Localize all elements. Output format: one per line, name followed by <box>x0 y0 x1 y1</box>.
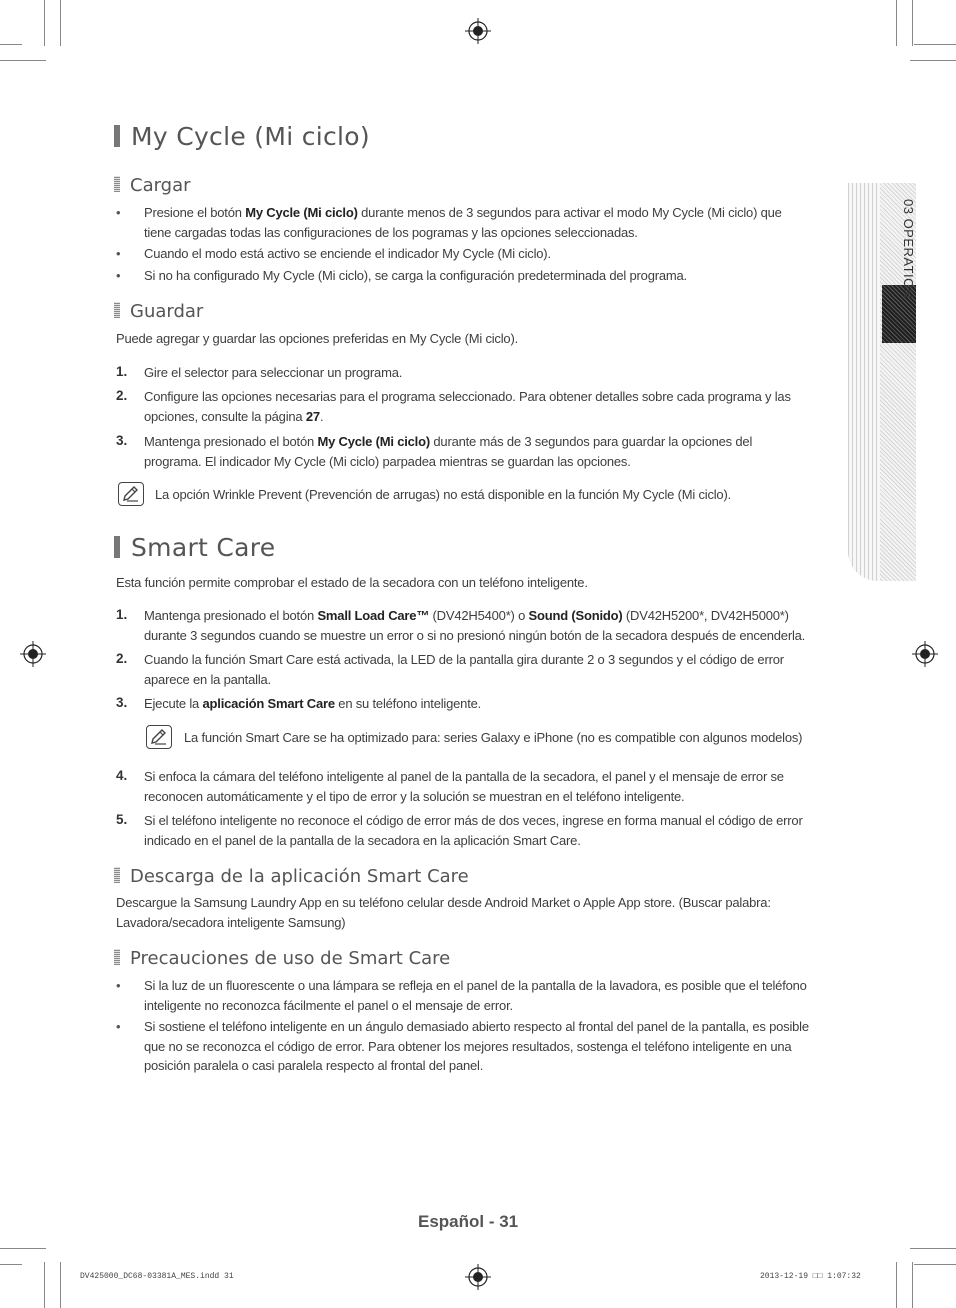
crop-mark <box>910 60 956 61</box>
guardar-step-2: Configure las opciones necesarias para el programa seleccionado. Para obtener detalles sobre cada programa y las opciones, consulte la página 27. <box>144 389 791 424</box>
guardar-step-3: Mantenga presionado el botón My Cycle (Mi ciclo) durante más de 3 segundos para guardar la opciones del programa. El indicador My Cycle (Mi ciclo) parpadea mientras se guardan las opciones. <box>144 434 753 469</box>
step-number: 4. <box>116 768 128 783</box>
registration-target-icon <box>912 641 938 667</box>
step-number: 1. <box>116 364 128 379</box>
crop-mark <box>912 1262 913 1308</box>
registration-target-icon <box>465 18 491 44</box>
crop-mark <box>914 1264 956 1265</box>
smartcare-step-1: Mantenga presionado el botón Small Load Care™ (DV42H5400*) o Sound (Sonido) (DV42H5200*, DV42H5000*) durante 3 segundos cuando se muestre un error o si no presionó ningún botón de la secadora después de encenderla. <box>144 608 806 643</box>
step-number: 3. <box>116 433 128 448</box>
crop-mark <box>60 0 61 46</box>
smartcare-step-5: Si el teléfono inteligente no reconoce el código de error más de dos veces, ingrese en forma manual el código de error indicado en el panel de la pantalla de la secadora en la aplicación Smart Care. <box>144 813 803 848</box>
crop-mark <box>896 1262 897 1308</box>
step-number: 5. <box>116 812 128 827</box>
crop-mark <box>912 0 913 46</box>
crop-mark <box>910 1248 956 1249</box>
subheading-bar <box>114 176 120 192</box>
step-number: 3. <box>116 695 128 710</box>
subheading-bar <box>114 302 120 318</box>
crop-mark <box>0 1248 46 1249</box>
smartcare-note: La función Smart Care se ha optimizado para: series Galaxy e iPhone (no es compatible con algunos modelos) <box>184 730 803 745</box>
section-title-mycycle: My Cycle (Mi ciclo) <box>114 122 370 151</box>
subheading-cargar: Cargar <box>114 175 191 196</box>
side-tab-stripes <box>848 183 880 581</box>
page-number: Español - 31 <box>418 1212 519 1231</box>
side-tab-label: 03 OPERATION <box>901 199 916 299</box>
crop-mark <box>0 1264 22 1265</box>
section-title-smartcare: Smart Care <box>114 533 275 562</box>
smartcare-intro: Esta función permite comprobar el estado de la secadora con un teléfono inteligente. <box>116 575 588 590</box>
crop-mark <box>44 0 45 46</box>
guardar-note: La opción Wrinkle Prevent (Prevención de arrugas) no está disponible en la función My Cycle (Mi ciclo). <box>155 487 731 502</box>
precauciones-bullet-2: Si sostiene el teléfono inteligente en un ángulo demasiado abierto respecto al frontal del panel de la pantalla, es posible que no se reconozca el código de error. Para obtener los mejores resultados, sostenga el teléfono inteligente en una posición paralela o casi paralela respecto al frontal del panel. <box>144 1019 809 1073</box>
cargar-bullet-3: Si no ha configurado My Cycle (Mi ciclo), se carga la configuración predeterminada del programa. <box>144 268 687 283</box>
subheading-descarga: Descarga de la aplicación Smart Care <box>114 866 469 887</box>
bullet-icon: • <box>116 205 121 220</box>
heading-bar <box>114 536 120 558</box>
note-icon <box>146 725 172 749</box>
crop-mark <box>60 1262 61 1308</box>
step-number: 2. <box>116 651 128 666</box>
precauciones-bullet-1: Si la luz de un fluorescente o una lámpara se refleja en el panel de la pantalla de la lavadora, es posible que el teléfono inteligente no reconozca fácilmente el panel o el mensaje de error. <box>144 978 807 1013</box>
descarga-text: Descargue la Samsung Laundry App en su teléfono celular desde Android Market o Apple App store. (Buscar palabra: Lavadora/secadora inteligente Samsung) <box>116 895 771 930</box>
subheading-guardar: Guardar <box>114 301 203 322</box>
print-slug-file: DV425000_DC68-03381A_MES.indd 31 <box>80 1272 234 1281</box>
print-slug-date: 2013-12-19 □□ 1:07:32 <box>760 1272 861 1281</box>
crop-mark <box>0 60 46 61</box>
registration-target-icon <box>20 641 46 667</box>
crop-mark <box>0 44 22 45</box>
bullet-icon: • <box>116 246 121 261</box>
heading-bar <box>114 125 120 147</box>
note-icon <box>118 482 144 506</box>
smartcare-step-4: Si enfoca la cámara del teléfono inteligente al panel de la pantalla de la secadora, el panel y el mensaje de error se reconocen automáticamente y el tipo de error y la solución se muestran en el teléfono inteligente. <box>144 769 784 804</box>
crop-mark <box>914 44 956 45</box>
bullet-icon: • <box>116 1019 121 1034</box>
crop-mark <box>44 1262 45 1308</box>
cargar-bullet-1: Presione el botón My Cycle (Mi ciclo) durante menos de 3 segundos para activar el modo My Cycle (Mi ciclo) que tiene cargadas todas las configuraciones de los pogramas y las opciones seleccionadas. <box>144 205 782 240</box>
smartcare-step-3: Ejecute la aplicación Smart Care en su teléfono inteligente. <box>144 696 482 711</box>
crop-mark <box>896 0 897 46</box>
subheading-precauciones: Precauciones de uso de Smart Care <box>114 948 450 969</box>
bullet-icon: • <box>116 978 121 993</box>
subheading-bar <box>114 949 120 965</box>
guardar-step-1: Gire el selector para seleccionar un programa. <box>144 365 403 380</box>
bullet-icon: • <box>116 268 121 283</box>
smartcare-step-2: Cuando la función Smart Care está activada, la LED de la pantalla gira durante 2 o 3 segundos y el código de error aparece en la pantalla. <box>144 652 784 687</box>
step-number: 2. <box>116 388 128 403</box>
guardar-intro: Puede agregar y guardar las opciones preferidas en My Cycle (Mi ciclo). <box>116 331 518 346</box>
subheading-bar <box>114 867 120 883</box>
step-number: 1. <box>116 607 128 622</box>
chapter-side-tab <box>848 183 916 581</box>
cargar-bullet-2: Cuando el modo está activo se enciende el indicador My Cycle (Mi ciclo). <box>144 246 551 261</box>
registration-target-icon <box>465 1264 491 1290</box>
